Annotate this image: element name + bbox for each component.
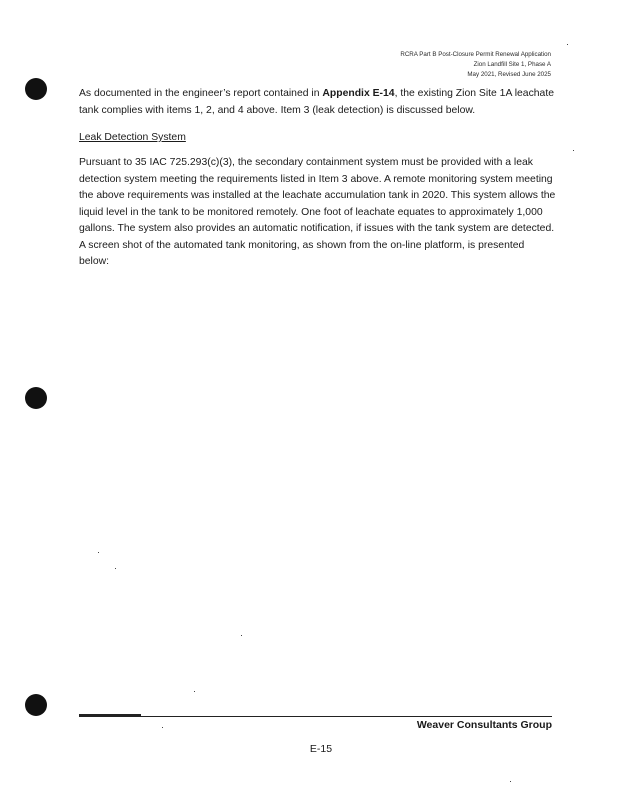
header-title: RCRA Part B Post-Closure Permit Renewal Application [400,51,551,58]
page-number: E-15 [309,743,333,755]
scan-speck [573,150,574,151]
appendix-reference: Appendix E-14 [322,88,395,99]
footer-company: Weaver Consultants Group [416,719,552,731]
scan-speck [115,568,116,569]
punch-hole-middle [25,387,47,409]
scan-speck [194,691,195,692]
scan-speck [510,781,511,782]
scan-speck [98,552,99,553]
header-site: Zion Landfill Site 1, Phase A [473,61,551,68]
leak-detection-paragraph: Pursuant to 35 IAC 725.293(c)(3), the secondary containment system must be provided with a leak detection system meeting the requirements listed in Item 3 above. A remote monitoring system meeting the above requirements was installed at the leachate accumulation tank in 2020. This system allows the liquid level in the tank to be monitored remotely. One foot of leachate equates to approximately 1,000 gallons. The system also provides an automatic notification, if issues with the tank system are detected. A screen shot of the automated tank monitoring, as shown from the on-line platform, is presented below: [79,157,556,267]
header-date: May 2021, Revised June 2025 [467,71,551,78]
punch-hole-top [25,78,47,100]
scan-speck [162,727,163,728]
punch-hole-bottom [25,694,47,716]
footer-rule [79,716,552,717]
scan-speck [241,635,242,636]
document-header [400,50,551,80]
intro-text-before: As documented in the engineer’s report contained in [79,88,323,99]
document-body [79,86,557,282]
intro-paragraph [79,86,557,119]
intro-text-after: , the existing Zion Site 1A leachate tank complies with items 1, 2, and 4 above. Item 3 (leak detection) is discussed below. [79,88,554,116]
scan-speck [567,44,568,45]
section-heading: Leak Detection System [79,132,186,143]
